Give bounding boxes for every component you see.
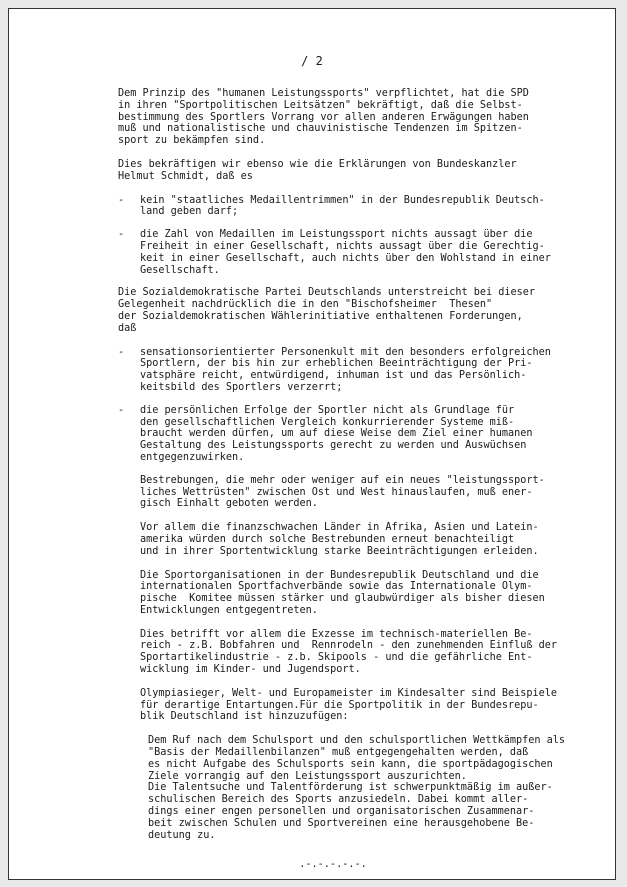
bullet-text: kein "staatliches Medaillentrimmen" in der Bundesrepublik Deutsch- land geben darf; <box>140 194 545 218</box>
paragraph-4: Bestrebungen, die mehr oder weniger auf ein neues "leistungssport- liches Wettrüsten" zwischen Ost und West hinauslaufen, muß ener- gisch Einhalt geboten werden. <box>140 474 545 510</box>
bullet-item-2 <box>118 229 593 276</box>
document-body <box>118 88 593 871</box>
bullet-marker: - <box>118 346 125 358</box>
paragraph-3: Die Sozialdemokratische Partei Deutschlands unterstreicht bei dieser Gelegenheit nachdrücklich die in den "Bischofsheimer Thesen" der Sozialdemokratischen Wählerinitiative enthaltenen Forderungen, daß <box>118 287 536 334</box>
page-number: / 2 <box>301 54 323 68</box>
paragraph-7: Dies betrifft vor allem die Exzesse im technisch-materiellen Be- reich - z.B. Bobfahren und Rennrodeln - den zunehmenden Einfluß der Sportartikelindustrie - z.b. Skipools - und die gefährliche Ent- wicklung im Kinder- und Jugendsport. <box>140 628 558 676</box>
paragraph-9: Dem Ruf nach dem Schulsport und den schulsportlichen Wettkämpfen als "Basis der Medaillenbilanzen" muß entgegengehalten werden, daß es nicht Aufgabe des Schulsports sein kann, die sportpädagogischen Ziele vorrangig auf den Leistungssport auszurichten. Die Talentsuche und Talentförderung ist schwerpunktmäßig im außer- schulischen Bereich des Sports anzusiedeln. Dabei kommt aller- dings einer engen personellen und organisatorischen Zusammenar- beit zwischen Schulen und Sportvereinen eine herausgehobene Be- deutung zu. <box>148 735 566 841</box>
bullet-item-3 <box>118 347 593 394</box>
document-page <box>8 8 616 880</box>
bullet-item-1 <box>118 195 593 219</box>
paragraph-5: Vor allem die finanzschwachen Länder in Afrika, Asien und Latein- amerika würden durch solche Bestrebunden erneut benachteiligt und in ihrer Sportentwicklung starke Beeinträchtigungen erleiden. <box>140 522 539 557</box>
paragraph-1: Dem Prinzip des "humanen Leistungssports" verpflichtet, hat die SPD in ihren "Sportpolitischen Leitsätzen" bekräftigt, daß die Selbst- bestimmung des Sportlers Vorrang vor allen anderen Erwägungen haben muß und nationalistische und chauvinistische Tendenzen im Spitzen- sport zu bekämpfen sind. <box>118 88 529 147</box>
bullet-marker: - <box>118 194 125 206</box>
paragraph-6: Die Sportorganisationen in der Bundesrepublik Deutschland und die internationalen Sportfachverbände sowie das Internationale Olym- pische Komitee müssen stärker und glaubwürdiger als bisher diesen Entwicklungen entgegentreten. <box>140 569 545 616</box>
paragraph-8: Olympiasieger, Welt- und Europameister im Kindesalter sind Beispiele für derartige Entartungen.Für die Sportpolitik in der Bundesrepu- blik Deutschland ist hinzuzufügen: <box>140 687 558 723</box>
end-mark: .-.-.-.-.-. <box>299 859 367 871</box>
bullet-text: die Zahl von Medaillen im Leistungssport nichts aussagt über die Freiheit in einer Gesellschaft, nichts aussagt über die Gerechtig- keit in einer Gesellschaft, auch nichts über den Wohlstand in einer Gesellschaft. <box>140 229 551 276</box>
paragraph-2: Dies bekräftigen wir ebenso wie die Erklärungen von Bundeskanzler Helmut Schmidt, daß es <box>118 158 517 182</box>
bullet-marker: - <box>118 229 125 241</box>
bullet-text: die persönlichen Erfolge der Sportler nicht als Grundlage für den gesellschaftlichen Vergleich konkurrierender Systeme miß- braucht werden dürfen, um auf diese Weise dem Ziel einer humanen Gestaltung des Leistungssports gerecht zu werden und Auswüchsen entgegenzuwirken. <box>140 404 533 463</box>
bullet-marker: - <box>118 404 125 416</box>
bullet-text: sensationsorientierter Personenkult mit den besonders erfolgreichen Sportlern, der bis hin zur erheblichen Beeinträchtigung der Pri- vatsphäre reicht, entwürdigend, inhuman ist und das Persönlich- keitsbild des Sportlers verzerrt; <box>140 346 551 393</box>
bullet-item-4 <box>118 405 593 464</box>
